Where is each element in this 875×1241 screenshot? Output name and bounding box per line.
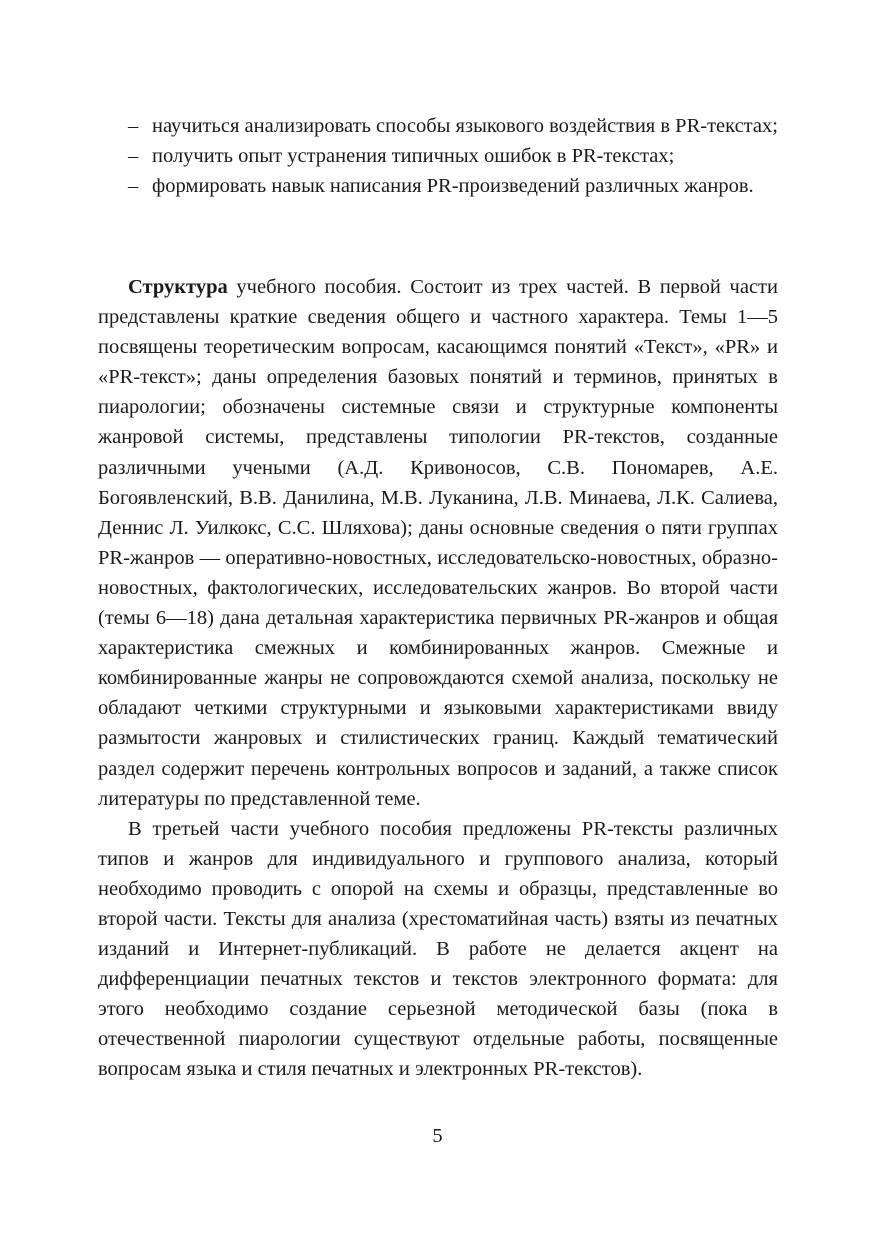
structure-paragraph [98, 272, 778, 814]
dash-marker: – [128, 175, 139, 198]
list-item-text: научиться анализировать способы языкового воздействия в PR-текстах; [152, 115, 778, 137]
paragraph-part-three: В третьей части учебного пособия предложены PR-тексты различных типов и жанров для индивидуального и группового анализа, который необходимо проводить с опорой на схемы и образцы, представленные во второй части. Тексты для анализа (хрестоматийная часть) взяты из печатных изданий и Интернет-публикаций. В работе не делается акцент на дифференциации печатных текстов и текстов электронного формата: для этого необходимо создание серьезной методической базы (пока в отечественной пиарологии существуют отдельные работы, посвященные вопросам языка и стиля печатных и электронных PR-текстов). [98, 817, 778, 1081]
list-item [128, 171, 778, 201]
list-item [128, 111, 778, 141]
dash-marker: – [128, 115, 139, 137]
list-item-text: формировать навык написания PR-произведений различных жанров. [152, 175, 754, 198]
list-item [128, 141, 778, 171]
goals-list [128, 111, 778, 201]
list-item-text: получить опыт устранения типичных ошибок в PR-текстах; [152, 145, 675, 168]
body-text [98, 272, 778, 1085]
structure-text: учебного пособия. Состоит из трех частей. В первой части представлены краткие сведения общего и частного характера. Темы 1—5 посвящены теоретическим вопросам, касающимся понятий «Текст», «PR» и «PR-текст»; даны определения базовых понятий и терминов, принятых в пиарологии; обозначены системные связи и структурные компоненты жанровой системы, представлены типологии PR-текстов, созданные различными учеными (А.Д. Кривоносов, С.В. Пономарев, А.Е. Богоявленский, В.В. Данилина, М.В. Луканина, Л.В. Минаева, Л.К. Салиева, Деннис Л. Уилкокс, С.С. Шляхова); даны основные сведения о пяти группах PR-жанров — оперативно-новостных, исследовательско-новостных, образно-новостных, фактологических, исследовательских жанров. Во второй части (темы 6—18) дана детальная характеристика первичных PR-жанров и общая характеристика смежных и комбинированных жанров. Смежные и комбинированные жанры не сопровождаются схемой анализа, поскольку не обладают четкими структурными и языковыми характеристиками ввиду размытости жанровых и стилистических границ. Каждый тематический раздел содержит перечень контрольных вопросов и заданий, а также список литературы по представленной теме. [98, 276, 778, 810]
structure-lead: Структура [128, 276, 228, 298]
page-number: 5 [432, 1125, 443, 1147]
dash-marker: – [128, 145, 139, 168]
